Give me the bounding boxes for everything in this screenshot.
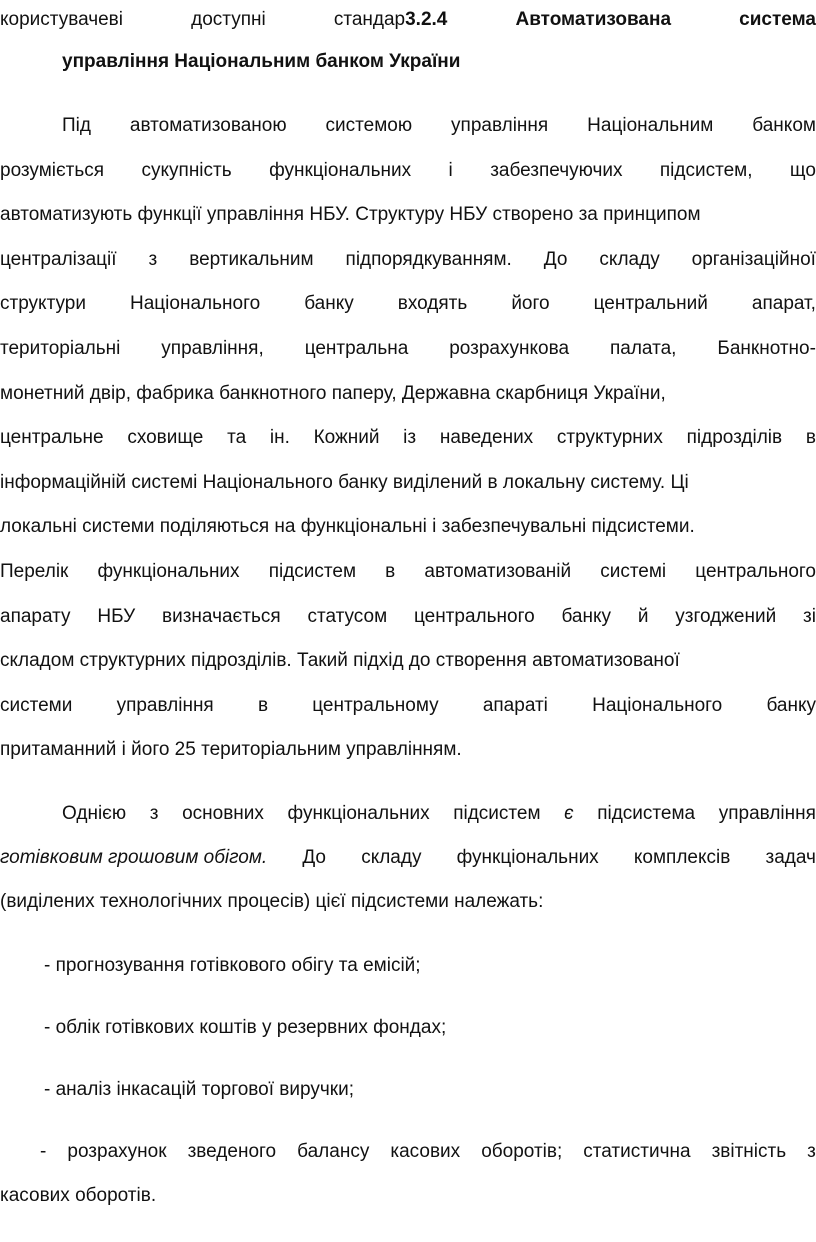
word: наведених <box>439 427 534 448</box>
paragraph-1-line <box>0 693 816 719</box>
word: управління <box>451 115 549 136</box>
word: системою <box>325 115 413 136</box>
word: визначається <box>162 606 281 627</box>
word: НБУ <box>97 606 136 627</box>
list-item: - облік готівкових коштів у резервних фондах; <box>44 1017 447 1038</box>
word: управління, <box>161 338 264 359</box>
word: і <box>448 160 453 181</box>
word: централізації <box>0 249 117 270</box>
word: апарату <box>0 606 71 627</box>
word: До <box>302 847 326 868</box>
paragraph-2-line-2 <box>0 845 816 871</box>
word: ін. <box>269 427 290 448</box>
word: Національного <box>130 293 261 314</box>
word: центральний <box>593 293 708 314</box>
word: задач <box>765 847 816 868</box>
word: балансу <box>297 1141 370 1162</box>
paragraph-1-line <box>0 291 816 317</box>
word: із <box>403 427 417 448</box>
word: організаційної <box>691 249 816 270</box>
word: статусом <box>307 606 388 627</box>
word: касових <box>390 1141 461 1162</box>
word: складу <box>361 847 422 868</box>
text-fragment: доступні <box>191 9 266 30</box>
list-item: - прогнозування готівкового обігу та емісій; <box>44 955 421 976</box>
word: входять <box>397 293 468 314</box>
word: підсистем <box>268 561 357 582</box>
word: автоматизованою <box>129 115 287 136</box>
word: центральна <box>304 338 409 359</box>
word: банком <box>752 115 816 136</box>
word-italic: є <box>564 803 574 824</box>
word: Національного <box>592 695 723 716</box>
word: статистична <box>583 1141 691 1162</box>
word: банку <box>304 293 354 314</box>
word: й <box>637 606 649 627</box>
word: банку <box>561 606 612 627</box>
word: Кожний <box>313 427 380 448</box>
list-item <box>40 1139 816 1165</box>
text-fragment: стандар <box>333 9 406 30</box>
italic-phrase: готівковим грошовим обігом. <box>0 847 268 868</box>
word: функціональних <box>287 803 430 824</box>
word: Банкнотно- <box>717 338 816 359</box>
word: підсистем, <box>659 160 753 181</box>
word: в <box>257 695 269 716</box>
word: системи <box>0 695 73 716</box>
word: функціональних <box>97 561 240 582</box>
word: підпорядкуванням. <box>345 249 512 270</box>
paragraph-1-line: інформаційній системі Національного банку виділений в локальну систему. Ці <box>0 472 689 493</box>
word: з <box>148 249 158 270</box>
paragraph-1-line: локальні системи поділяються на функціональні і забезпечувальні підсистеми. <box>0 516 695 537</box>
word: його <box>511 293 550 314</box>
word: розрахункова <box>449 338 570 359</box>
paragraph-1-line <box>0 604 816 630</box>
word: оборотів; <box>481 1141 563 1162</box>
word: забезпечуючих <box>490 160 623 181</box>
word: розуміється <box>0 160 105 181</box>
list-item: - аналіз інкасацій торгової виручки; <box>44 1079 354 1100</box>
word: - <box>40 1141 47 1162</box>
word: функціональних <box>456 847 599 868</box>
word: центрального <box>413 606 535 627</box>
word: До <box>543 249 568 270</box>
word: банку <box>766 695 816 716</box>
heading-number-group <box>334 7 448 33</box>
paragraph-1-line: монетний двір, фабрика банкнотного паперу, Державна скарбниця України, <box>0 383 666 404</box>
paragraph-1-line <box>0 336 816 362</box>
word: управління <box>718 803 816 824</box>
word: функціональних <box>269 160 412 181</box>
word: структури <box>0 293 86 314</box>
word: Національним <box>587 115 714 136</box>
word: апараті <box>482 695 548 716</box>
word: в <box>385 561 396 582</box>
word: центрального <box>695 561 816 582</box>
word: основних <box>182 803 264 824</box>
list-item-continuation: касових оборотів. <box>0 1185 157 1206</box>
word: сховище <box>127 427 204 448</box>
word: Під <box>62 115 91 136</box>
word: зведеного <box>187 1141 277 1162</box>
paragraph-1-line <box>0 425 816 451</box>
word: системі <box>600 561 667 582</box>
word: з <box>149 803 159 824</box>
word: вертикальним <box>189 249 314 270</box>
word: управління <box>116 695 214 716</box>
word: апарат, <box>751 293 816 314</box>
word: з <box>807 1141 816 1162</box>
word: Перелік <box>0 561 69 582</box>
word: комплексів <box>633 847 731 868</box>
word: структурних <box>556 427 663 448</box>
word: розрахунок <box>67 1141 167 1162</box>
paragraph-2-line-1 <box>62 801 816 827</box>
section-title-word: Автоматизована <box>515 9 672 30</box>
word: підрозділів <box>686 427 783 448</box>
section-number: 3.2.4 <box>405 9 448 30</box>
word: територіальні <box>0 338 121 359</box>
section-title-word: система <box>739 9 816 30</box>
paragraph-1-line <box>0 247 816 273</box>
word: підсистем <box>453 803 541 824</box>
word: палата, <box>609 338 677 359</box>
word: узгоджений <box>675 606 777 627</box>
paragraph-1-line: притаманний і його 25 територіальним управлінням. <box>0 739 462 760</box>
paragraph-1-line: автоматизують функції управління НБУ. Структуру НБУ створено за принципом <box>0 204 701 225</box>
word: Однією <box>62 803 127 824</box>
paragraph-1-line <box>62 113 816 139</box>
section-title-line-2: управління Національним банком України <box>62 51 461 72</box>
paragraph-1-line <box>0 158 816 184</box>
word: звітність <box>711 1141 787 1162</box>
paragraph-1-line: складом структурних підрозділів. Такий підхід до створення автоматизованої <box>0 650 680 671</box>
word: зі <box>803 606 816 627</box>
text-fragment: користувачеві <box>0 9 123 30</box>
word: центральному <box>312 695 439 716</box>
word: та <box>227 427 247 448</box>
word: в <box>805 427 816 448</box>
paragraph-1-line <box>0 559 816 585</box>
word: центральне <box>0 427 104 448</box>
heading-line-1 <box>0 7 816 33</box>
word: сукупність <box>141 160 232 181</box>
word: підсистема <box>597 803 696 824</box>
word: що <box>789 160 816 181</box>
word: автоматизованій <box>424 561 572 582</box>
paragraph-2-line-3: (виділених технологічних процесів) цієї підсистеми належать: <box>0 891 544 912</box>
word: складу <box>599 249 660 270</box>
